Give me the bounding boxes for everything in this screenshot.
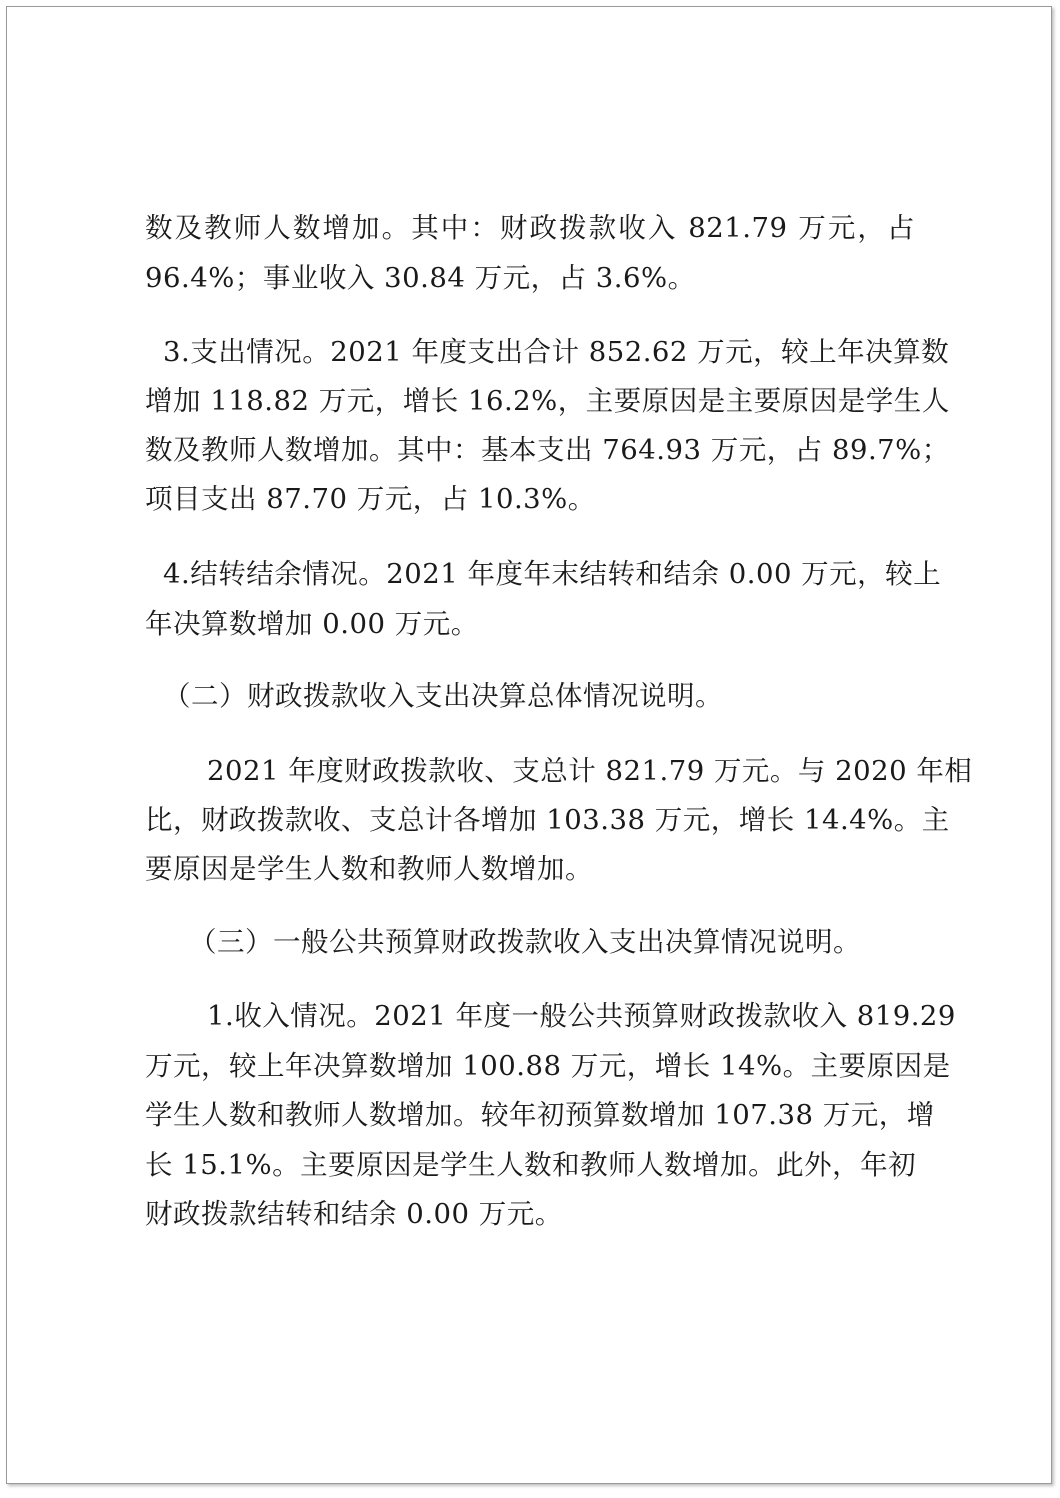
text-line: 96.4%；事业收入 30.84 万元，占 3.6%。 — [145, 262, 696, 294]
text-line: 项目支出 87.70 万元，占 10.3%。 — [145, 483, 596, 515]
document-page — [6, 6, 1052, 1484]
text-line: 3.支出情况。2021 年度支出合计 852.62 万元，较上年决算数 — [163, 336, 950, 368]
text-line: 数及教师人数增加。其中：财政拨款收入 821.79 万元，占 — [145, 212, 915, 244]
text-line: 数及教师人数增加。其中：基本支出 764.93 万元，占 89.7%； — [145, 434, 950, 466]
section-heading: （三）一般公共预算财政拨款收入支出决算情况说明。 — [189, 926, 861, 958]
text-line: 长 15.1%。主要原因是学生人数和教师人数增加。此外，年初 — [145, 1149, 917, 1181]
section-heading: （二）财政拨款收入支出决算总体情况说明。 — [163, 680, 723, 712]
text-line: 要原因是学生人数和教师人数增加。 — [145, 853, 593, 885]
text-line: 4.结转结余情况。2021 年度年末结转和结余 0.00 万元，较上 — [163, 558, 942, 590]
text-line: 比，财政拨款收、支总计各增加 103.38 万元，增长 14.4%。主 — [145, 804, 950, 836]
text-line: 万元，较上年决算数增加 100.88 万元，增长 14%。主要原因是 — [145, 1050, 951, 1082]
text-line: 年决算数增加 0.00 万元。 — [145, 608, 479, 640]
text-line: 财政拨款结转和结余 0.00 万元。 — [145, 1198, 563, 1230]
text-line: 学生人数和教师人数增加。较年初预算数增加 107.38 万元，增 — [145, 1099, 935, 1131]
text-line: 2021 年度财政拨款收、支总计 821.79 万元。与 2020 年相 — [207, 755, 973, 787]
text-line: 增加 118.82 万元，增长 16.2%，主要原因是主要原因是学生人 — [145, 385, 950, 417]
text-line: 1.收入情况。2021 年度一般公共预算财政拨款收入 819.29 — [207, 1000, 956, 1032]
